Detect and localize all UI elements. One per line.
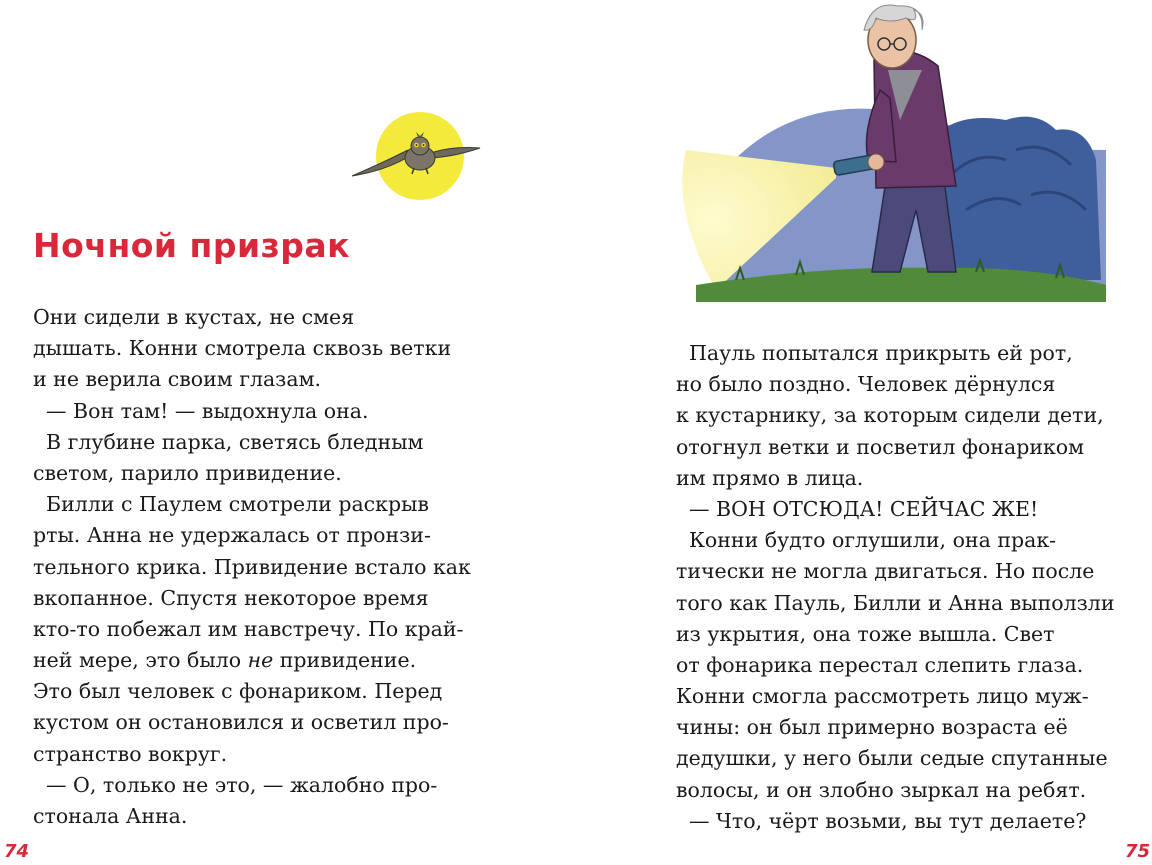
text-line: дедушки, у него были седые спутанные (676, 746, 1108, 771)
text-line: к кустарнику, за которым сидели дети, (676, 403, 1104, 428)
page-number: 75 (1125, 841, 1151, 862)
text-line: волосы, и он злобно зыркал на ребят. (676, 777, 1087, 802)
text-line-part: привидение. (273, 648, 417, 673)
text-line: от фонарика перестал слепить глаза. (676, 652, 1084, 677)
text-line: тельного крика. Привидение встало как (33, 554, 471, 579)
text-line: — Вон там! — выдохнула она. (33, 398, 369, 423)
text-line: Конни будто оглушили, она прак- (676, 528, 1057, 553)
man-with-flashlight-icon (676, 0, 1116, 302)
text-line: вкопанное. Спустя некоторое время (33, 585, 429, 610)
chapter-title: Ночной призрак (33, 226, 351, 265)
text-line: Они сидели в кустах, не смея (33, 305, 355, 329)
text-line: светом, парило привидение. (33, 460, 342, 485)
left-page-text (33, 302, 483, 832)
text-line: странство вокруг. (33, 741, 228, 766)
page-number: 74 (4, 841, 30, 862)
text-line: стонала Анна. (33, 804, 188, 828)
text-line: кустом он остановился и осветил про- (33, 710, 449, 735)
text-line: кто-то побежал им навстречу. По край- (33, 616, 464, 641)
text-line: того как Пауль, Билли и Анна выползли (676, 590, 1115, 615)
text-line (33, 645, 483, 676)
text-line: из укрытия, она тоже вышла. Свет (676, 621, 1055, 646)
emphasized-word: не (247, 648, 274, 673)
right-page-text (676, 338, 1126, 837)
text-line: отогнул ветки и посветил фонариком (676, 434, 1085, 459)
text-line: чины: он был примерно возраста её (676, 715, 1068, 740)
text-line: — ВОН ОТСЮДА! СЕЙЧАС ЖЕ! (676, 496, 1039, 521)
text-line: — О, только не это, — жалобно про- (33, 772, 438, 797)
text-line: Пауль попытался прикрыть ей рот, (676, 341, 1073, 365)
text-line: Это был человек с фонариком. Перед (33, 679, 443, 704)
text-line: дышать. Конни смотрела сквозь ветки (33, 336, 452, 361)
text-line: — Что, чёрт возьми, вы тут делаете? (676, 808, 1087, 833)
text-line: тически не могла двигаться. Но после (676, 559, 1095, 584)
text-line: и не верила своим глазам. (33, 367, 322, 392)
text-line: Билли с Паулем смотрели раскрыв (33, 492, 429, 517)
owl-moon-icon (350, 108, 482, 204)
text-line-part: ней мере, это было (33, 648, 248, 673)
text-line: Конни смогла рассмотреть лицо муж- (676, 684, 1089, 709)
text-line: рты. Анна не удержалась от пронзи- (33, 523, 431, 548)
text-line: им прямо в лица. (676, 465, 864, 490)
text-line: но было поздно. Человек дёрнулся (676, 372, 1056, 397)
text-line: В глубине парка, светясь бледным (33, 429, 424, 454)
